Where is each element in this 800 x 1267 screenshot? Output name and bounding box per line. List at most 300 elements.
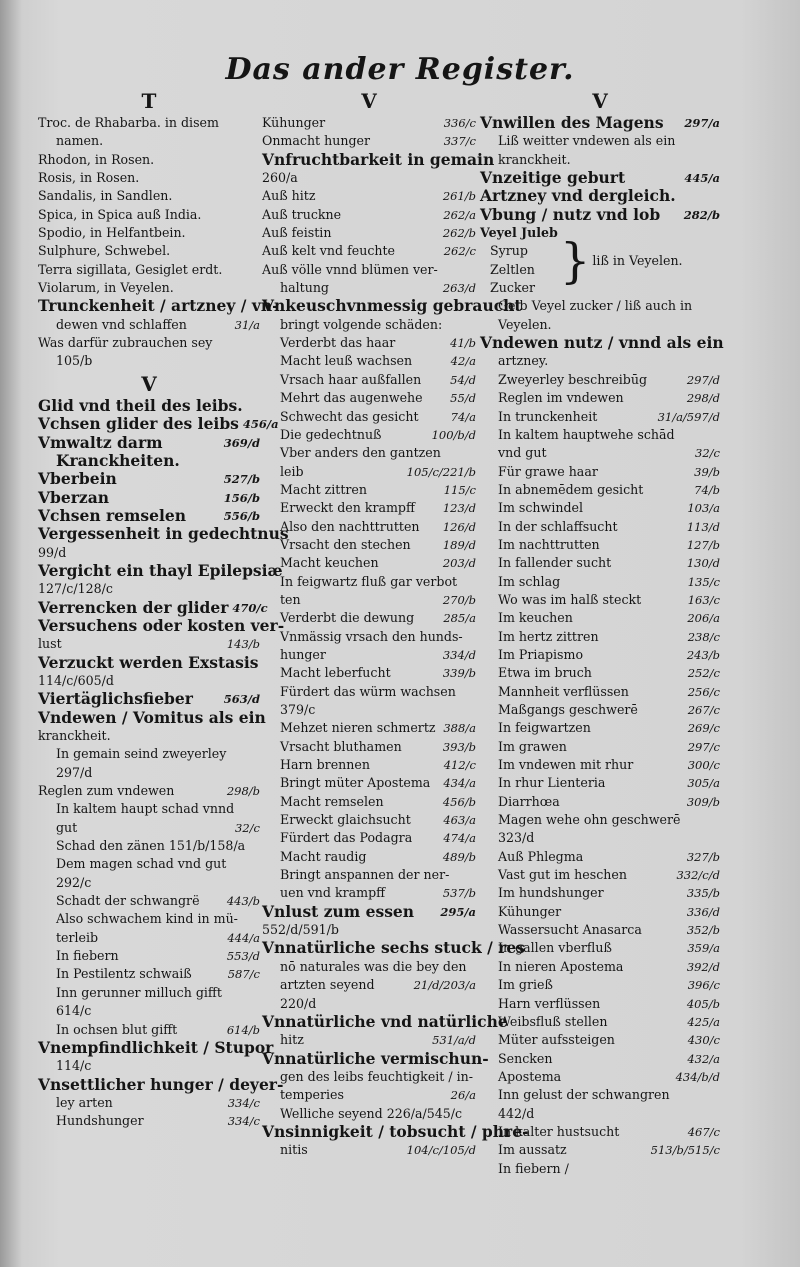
entry-term: temperies: [280, 1087, 344, 1103]
entry-page-ref: 456/a: [242, 417, 279, 432]
index-entry: [38, 910, 260, 928]
entry-term: In Pestilentz schwaiß: [56, 966, 192, 982]
entry-page-ref: 143/b: [226, 637, 260, 652]
entry-term: Vnsinnigkeit / tobsucht / phre-: [262, 1121, 529, 1141]
entry-term: Vmwaltz darm: [38, 432, 163, 452]
entry-term: haltung: [280, 280, 329, 296]
index-entry: [262, 554, 476, 572]
index-entry: [262, 719, 476, 737]
index-entry: [262, 316, 476, 334]
entry-page-ref: 238/c: [687, 629, 720, 644]
index-entry: [38, 242, 260, 260]
entry-term: Was darfür zubrauchen sey: [38, 335, 213, 351]
entry-page-ref: 334/d: [442, 647, 476, 662]
entry-page-ref: 531/a/d: [432, 1033, 476, 1048]
index-entry: [262, 408, 476, 426]
index-entry: [262, 132, 476, 150]
entry-term: Verrencken der glider: [38, 597, 229, 617]
entry-term: Auß Phlegma: [498, 848, 584, 864]
entry-term: Vnlust zum essen: [262, 901, 415, 921]
index-entry: [38, 169, 260, 187]
index-entry: [262, 499, 476, 517]
entry-page-ref: 434/b/d: [675, 1069, 720, 1084]
entry-term: Macht zittren: [280, 481, 368, 497]
entry-page-ref: 39/b: [694, 464, 720, 479]
entry-term: terleib: [56, 929, 99, 945]
entry-term: 105/b: [56, 353, 93, 369]
entry-term: Apostema: [498, 1068, 562, 1084]
index-entry: [262, 958, 476, 976]
index-entry: [262, 224, 476, 242]
entry-term: Für grawe haar: [498, 463, 598, 479]
index-entry: [480, 389, 720, 407]
entry-page-ref: 32/c: [235, 820, 260, 835]
index-entry: [38, 279, 260, 297]
index-entry: [38, 672, 260, 690]
index-entry: [480, 316, 720, 334]
entry-term: Bringt müter Apostema: [280, 775, 431, 791]
entry-term: 323/d: [498, 830, 535, 846]
index-entry: [262, 591, 476, 609]
index-entry: [38, 507, 260, 525]
entry-page-ref: 135/c: [687, 574, 720, 589]
entry-term: Kühunger: [498, 903, 562, 919]
entry-term: vnd gut: [498, 445, 547, 461]
index-entry: [480, 609, 720, 627]
index-entry: [38, 261, 260, 279]
index-entry: [262, 829, 476, 847]
entry-term: Verderbt das haar: [280, 335, 396, 351]
entry-term: Schad den zänen 151/b/158/a: [56, 838, 246, 854]
index-entry: [38, 874, 260, 892]
index-entry: [262, 1121, 529, 1141]
entry-term: Spodio, in Helfantbein.: [38, 225, 186, 241]
entry-term: bringt volgende schäden:: [280, 316, 443, 332]
brace-group-item: Syrup: [490, 243, 528, 259]
index-entry: [38, 1112, 260, 1130]
entry-term: In feigwartz fluß gar verbot: [280, 573, 458, 589]
index-entry: [480, 114, 720, 132]
entry-term: Viertäglichsfieber: [38, 689, 193, 709]
entry-term: 442/d: [498, 1105, 535, 1121]
entry-term: gut: [56, 819, 78, 835]
entry-term: Spica, in Spica auß India.: [38, 206, 202, 222]
entry-page-ref: 305/a: [687, 776, 720, 791]
entry-term: artzney.: [498, 353, 549, 369]
index-entry: [262, 664, 476, 682]
entry-page-ref: 74/b: [694, 482, 720, 497]
entry-term: dewen vnd schlaffen: [56, 316, 187, 332]
entry-term: ten: [280, 591, 301, 607]
entry-page-ref: 527/b: [223, 472, 260, 487]
entry-term: Terra sigillata, Gesiglet erdt.: [38, 261, 223, 277]
entry-page-ref: 556/b: [223, 508, 260, 523]
index-entry: [38, 434, 260, 452]
entry-page-ref: 444/a: [227, 930, 260, 945]
brace-group-label: liß in Veyelen.: [592, 253, 683, 269]
entry-term: Fürdert das Podagra: [280, 830, 413, 846]
entry-term: 297/d: [56, 764, 93, 780]
brace-symbol: }: [559, 232, 591, 289]
index-entry: [38, 707, 266, 727]
entry-term: 292/c: [56, 874, 92, 890]
entry-page-ref: 285/a: [443, 611, 476, 626]
index-column-3: [480, 88, 724, 1178]
entry-page-ref: 369/d: [223, 435, 260, 450]
entry-term: Erweckt glaichsucht: [280, 812, 411, 828]
entry-page-ref: 252/c: [687, 666, 720, 681]
entry-term: In kaltem haupt schad vnnd: [56, 801, 235, 817]
entry-term: In fiebern /: [498, 1160, 569, 1176]
entry-page-ref: 113/d: [686, 519, 720, 534]
index-entry: [480, 884, 720, 902]
index-entry: [38, 855, 260, 873]
index-entry: [262, 573, 476, 591]
entry-term: Vnnatürliche vermischun-: [262, 1048, 489, 1068]
index-entry: [480, 463, 720, 481]
index-entry: [262, 1086, 476, 1104]
index-entry: [38, 929, 260, 947]
entry-term: Müter aufssteigen: [498, 1032, 615, 1048]
entry-term: Liß weitter vndewen als ein: [498, 133, 676, 149]
index-entry: [38, 316, 260, 334]
index-entry: [38, 782, 260, 800]
index-entry: [480, 371, 720, 389]
entry-page-ref: 332/c/d: [676, 868, 720, 883]
index-entry: [38, 800, 260, 818]
entry-page-ref: 130/d: [686, 556, 720, 571]
entry-term: Auß völle vnnd blümen ver-: [262, 261, 438, 277]
entry-term: 127/c/128/c: [38, 581, 113, 597]
entry-term: Verzuckt werden Exstasis: [38, 652, 259, 672]
entry-term: Vnsettlicher hunger / deyer-: [38, 1074, 284, 1094]
entry-term: Auß hitz: [262, 188, 316, 204]
index-entry: [38, 837, 260, 855]
entry-term: In feigwartzen: [498, 720, 591, 736]
entry-page-ref: 189/d: [442, 537, 476, 552]
entry-page-ref: 41/b: [450, 336, 476, 351]
entry-term: In fiebern: [56, 948, 119, 964]
index-entry: [262, 995, 476, 1013]
entry-page-ref: 105/c/221/b: [406, 464, 476, 479]
index-entry: [480, 297, 720, 315]
entry-page-ref: 425/a: [687, 1014, 720, 1029]
index-entry: [480, 151, 720, 169]
index-entry: [262, 646, 476, 664]
index-entry: [480, 866, 720, 884]
entry-term: Im aussatz: [498, 1142, 567, 1158]
entry-term: In gemain seind zweyerley: [56, 746, 227, 762]
index-entry: [262, 426, 476, 444]
index-entry: [262, 481, 476, 499]
entry-page-ref: 537/b: [442, 886, 476, 901]
entry-page-ref: 337/c: [443, 134, 476, 149]
section-letter: V: [592, 89, 608, 113]
index-entry: [262, 149, 495, 169]
entry-page-ref: 309/b: [686, 794, 720, 809]
entry-page-ref: 563/d: [223, 692, 260, 707]
entry-page-ref: 297/d: [686, 372, 720, 387]
entry-page-ref: 270/b: [442, 592, 476, 607]
entry-page-ref: 334/c: [227, 1095, 260, 1110]
index-entry: [38, 489, 260, 507]
entry-term: Im nachttrutten: [498, 536, 600, 552]
entry-term: Gelb Veyel zucker / liß auch in: [498, 298, 693, 314]
entry-page-ref: 513/b/515/c: [650, 1143, 720, 1158]
entry-term: Vrsacht den stechen: [280, 536, 411, 552]
entry-page-ref: 614/b: [226, 1022, 260, 1037]
entry-term: Auß kelt vnd feuchte: [262, 243, 395, 259]
index-entry: [262, 774, 476, 792]
entry-term: Vndewen / Vomitus als ein: [38, 707, 266, 727]
index-entry: [262, 352, 476, 370]
brace-group-item: Zeltlen: [490, 261, 535, 277]
entry-page-ref: 587/c: [227, 967, 260, 982]
entry-term: Im vndewen mit rhur: [498, 757, 634, 773]
entry-term: Maßgangs geschwerē: [498, 702, 638, 717]
index-entry: [262, 1105, 476, 1123]
entry-term: Vnwillen des Magens: [480, 113, 664, 132]
index-entry: [38, 947, 260, 965]
index-entry: [480, 939, 720, 957]
index-entry: [38, 187, 260, 205]
entry-term: Etwa im bruch: [498, 665, 592, 681]
index-entry: [480, 829, 720, 847]
entry-term: artzten seyend: [280, 977, 375, 993]
entry-page-ref: 295/a: [440, 904, 476, 919]
entry-term: Vrsacht bluthamen: [280, 738, 402, 754]
entry-term: Wo was im halß steckt: [498, 591, 642, 607]
entry-page-ref: 456/b: [442, 794, 476, 809]
index-entry: [38, 452, 260, 470]
entry-term: 99/d: [38, 544, 67, 560]
entry-page-ref: 359/a: [687, 941, 720, 956]
index-entry: [480, 1160, 720, 1178]
index-entry: [38, 1002, 260, 1020]
index-entry: [262, 242, 476, 260]
index-entry: [38, 892, 260, 910]
entry-term: Onmacht hunger: [262, 133, 370, 149]
entry-term: Vnfruchtbarkeit in gemain: [262, 149, 495, 169]
entry-page-ref: 54/d: [450, 372, 476, 387]
entry-term: Kühunger: [262, 115, 326, 130]
entry-page-ref: 393/b: [442, 739, 476, 754]
index-entry: [480, 499, 720, 517]
index-entry: [38, 580, 260, 598]
entry-page-ref: 405/b: [686, 996, 720, 1011]
index-entry: [38, 224, 260, 242]
index-entry: [480, 1123, 720, 1141]
entry-page-ref: 553/d: [226, 949, 260, 964]
index-entry: [480, 1086, 720, 1104]
entry-page-ref: 163/c: [687, 592, 720, 607]
section-letter: T: [141, 89, 157, 113]
index-entry: [480, 1141, 720, 1159]
entry-term: Vast gut im heschen: [498, 867, 627, 883]
index-entry: [480, 1105, 720, 1123]
index-entry: [262, 279, 476, 297]
index-entry: [38, 296, 279, 316]
index-entry: [480, 187, 720, 205]
index-entry: [262, 811, 476, 829]
entry-term: Im Priapismo: [498, 646, 584, 662]
entry-term: Vergessenheit in gedechtnus: [38, 524, 289, 544]
entry-page-ref: 474/a: [443, 831, 476, 846]
index-entry: [38, 114, 260, 132]
entry-page-ref: 156/b: [223, 490, 260, 505]
entry-page-ref: 262/a: [443, 207, 476, 222]
entry-term: namen.: [56, 133, 104, 149]
index-entry: [480, 903, 720, 921]
index-entry: [262, 187, 476, 205]
entry-term: Sandalis, in Sandlen.: [38, 188, 173, 204]
entry-term: Vnzeitige geburt: [480, 168, 626, 188]
entry-page-ref: 262/b: [442, 226, 476, 241]
entry-page-ref: 327/b: [686, 849, 720, 864]
index-entry: [38, 132, 260, 150]
index-entry: [262, 206, 476, 224]
entry-page-ref: 445/a: [684, 171, 720, 186]
entry-term: Vchsen glider des leibs: [38, 414, 239, 434]
entry-page-ref: 352/b: [686, 923, 720, 938]
index-entry: [262, 628, 476, 646]
index-entry: [480, 333, 724, 353]
entry-term: lust: [38, 636, 62, 652]
index-entry: [262, 738, 476, 756]
entry-term: Auß truckne: [262, 206, 342, 222]
index-entry: [262, 389, 476, 407]
entry-term: Weibsfluß stellen: [498, 1013, 608, 1029]
index-entry: [38, 397, 260, 415]
entry-term: Violarum, in Veyelen.: [38, 280, 174, 296]
index-entry: [38, 1021, 260, 1039]
index-entry: [38, 984, 260, 1002]
entry-term: Trunckenheit / artzney / vn-: [38, 296, 279, 316]
index-entry: [480, 481, 720, 499]
index-entry: [262, 1068, 476, 1086]
index-entry: [262, 921, 476, 939]
entry-page-ref: 115/c: [443, 482, 476, 497]
index-entry: [262, 444, 476, 462]
entry-page-ref: 388/a: [443, 721, 476, 736]
index-entry: [262, 866, 476, 884]
entry-term: hitz: [280, 1032, 304, 1048]
brace-group: [480, 224, 720, 297]
entry-term: 114/c: [56, 1058, 92, 1074]
index-entry: [262, 334, 476, 352]
index-entry: [480, 811, 720, 829]
entry-term: Kranckheiten.: [56, 450, 180, 470]
entry-term: Reglen zum vndewen: [38, 783, 175, 799]
index-entry: [480, 646, 720, 664]
entry-term: 220/d: [280, 995, 317, 1011]
entry-page-ref: 269/c: [687, 721, 720, 736]
entry-term: nitis: [280, 1142, 308, 1158]
index-entry: [262, 296, 522, 316]
entry-term: Macht raudig: [280, 848, 367, 864]
entry-term: Fürdert das würm wachsen: [280, 683, 456, 699]
entry-term: Vnempfindlichkeit / Stupor: [38, 1037, 274, 1057]
entry-term: Inn gerunner milluch gifft: [56, 984, 222, 1000]
entry-term: Schwecht das gesicht: [280, 408, 419, 424]
entry-term: 552/d/591/b: [262, 922, 339, 938]
index-entry: [38, 544, 260, 562]
index-entry: [480, 554, 720, 572]
index-entry: [38, 819, 260, 837]
index-entry: [38, 654, 260, 672]
index-entry: [38, 597, 268, 617]
entry-term: Im schlag: [498, 573, 561, 589]
entry-page-ref: 335/b: [686, 886, 720, 901]
entry-term: Vergicht ein thayl Epilepsiæ: [38, 560, 283, 580]
entry-term: Macht remselen: [280, 793, 384, 809]
entry-term: Versuchens oder kosten ver-: [38, 615, 285, 635]
index-entry: [480, 536, 720, 554]
index-entry: [38, 470, 260, 488]
index-entry: [262, 756, 476, 774]
entry-page-ref: 412/c: [443, 758, 476, 773]
index-entry: [38, 1074, 284, 1094]
index-entry: [38, 1094, 260, 1112]
entry-term: Mannheit verflüssen: [498, 683, 629, 699]
entry-term: Im grieß: [498, 977, 553, 993]
entry-term: Diarrhœa: [498, 793, 560, 809]
index-entry: [262, 463, 476, 481]
entry-term: In rhur Lienteria: [498, 775, 606, 791]
entry-page-ref: 31/a: [234, 317, 260, 332]
section-letter: V: [141, 371, 157, 396]
entry-page-ref: 263/d: [442, 281, 476, 296]
entry-term: Inn gelust der schwangren: [498, 1087, 670, 1103]
entry-page-ref: 339/b: [442, 666, 476, 681]
brace-group-head: Veyel Juleb: [480, 225, 558, 241]
index-entry: [262, 609, 476, 627]
entry-term: Troc. de Rhabarba. in disem: [38, 115, 219, 130]
entry-page-ref: 396/c: [687, 978, 720, 993]
index-entry: [480, 444, 720, 462]
index-entry: [262, 701, 476, 719]
entry-page-ref: 243/b: [686, 647, 720, 662]
entry-term: Erweckt den krampff: [280, 500, 415, 516]
entry-term: Rosis, in Rosen.: [38, 170, 140, 186]
entry-term: 379/c: [280, 702, 316, 717]
index-entry: [262, 536, 476, 554]
index-entry: [480, 426, 720, 444]
entry-term: gen des leibs feuchtigkeit / in-: [280, 1068, 474, 1084]
entry-page-ref: 206/a: [687, 611, 720, 626]
entry-term: Vnkeuschvnmessig gebraucht: [262, 296, 522, 316]
entry-term: Also schwachem kind in mü-: [56, 911, 238, 927]
index-entry: [38, 965, 260, 983]
entry-page-ref: 100/b/d: [431, 427, 476, 442]
index-entry: [480, 756, 720, 774]
entry-page-ref: 463/a: [443, 813, 476, 828]
entry-term: leib: [280, 463, 304, 479]
entry-term: Hundshunger: [56, 1113, 144, 1129]
index-entry: [262, 371, 476, 389]
entry-term: hunger: [280, 646, 326, 662]
entry-term: In fallender sucht: [498, 555, 612, 571]
index-entry: [262, 261, 476, 279]
entry-term: Macht keuchen: [280, 555, 379, 571]
index-entry: [38, 414, 279, 434]
index-entry: [38, 524, 289, 544]
index-entry: [38, 334, 260, 352]
entry-term: Schadt der schwangrë: [56, 893, 200, 909]
entry-page-ref: 256/c: [687, 684, 720, 699]
entry-term: nō naturales was die bey den: [280, 958, 467, 974]
index-entry: [480, 1013, 720, 1031]
